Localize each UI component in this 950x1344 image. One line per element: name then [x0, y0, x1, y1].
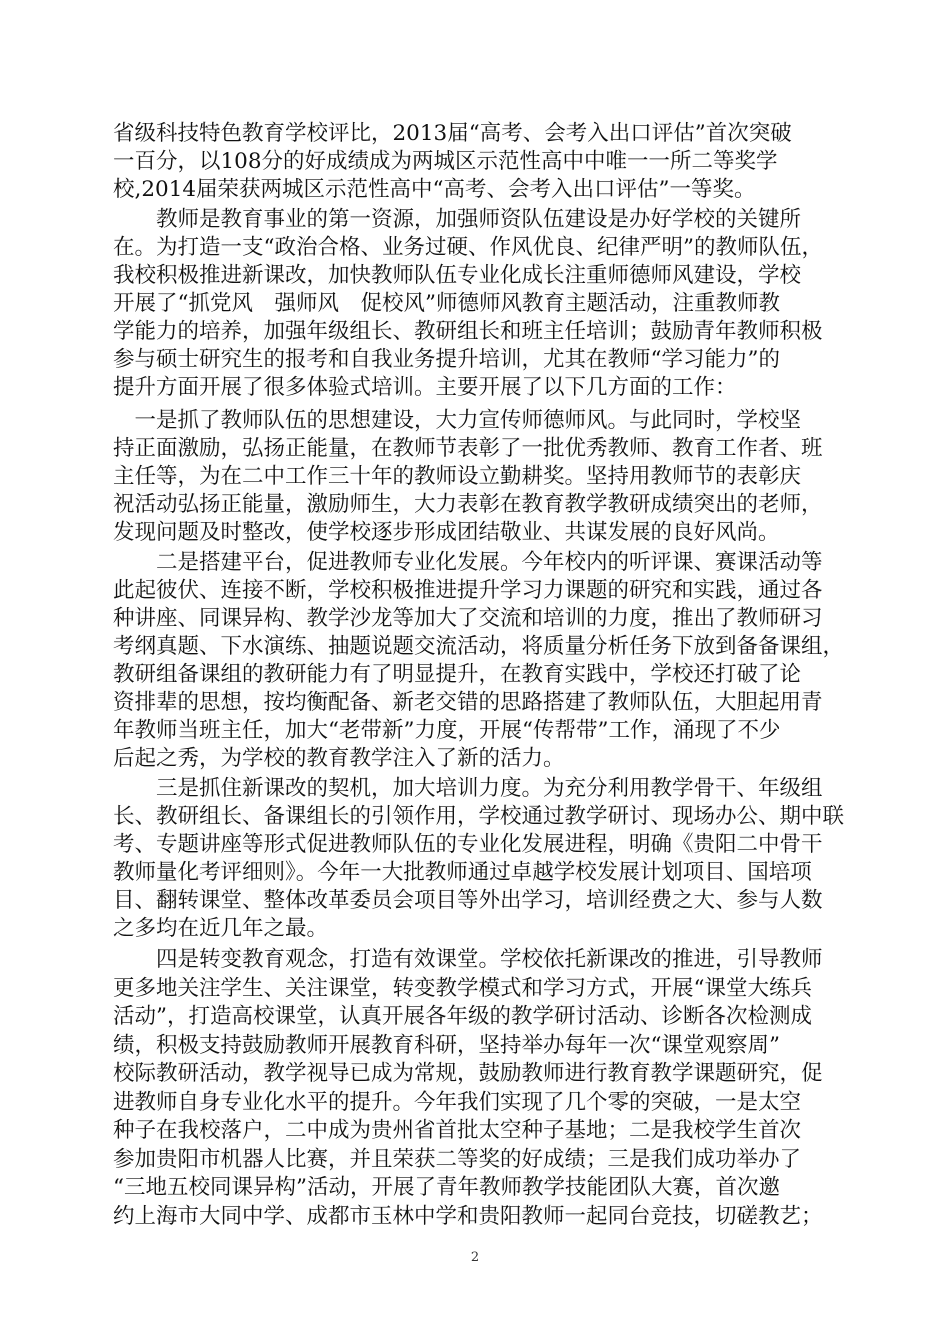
text-line: 活动”，打造高校课堂，认真开展各年级的教学研讨活动、诊断各次检测成 [113, 1004, 812, 1029]
text-line: 此起彼伏、连接不断，学校积极推进提升学习力课题的研究和实践，通过各 [113, 578, 823, 603]
text-line: 参与硕士研究生的报考和自我业务提升培训，尤其在教师“学习能力”的 [113, 347, 780, 372]
text-line: 发现问题及时整改，使学校逐步形成团结敬业、共谋发展的良好风尚。 [113, 520, 780, 545]
text-line: 学能力的培养，加强年级组长、教研组长和班主任培训；鼓励青年教师积极 [113, 319, 823, 344]
text-line: 年教师当班主任，加大“老带新”力度，开展“传帮带”工作，涌现了不少 [113, 718, 781, 743]
text-line: 考、专题讲座等形式促进教师队伍的专业化发展进程，明确《贵阳二中骨干 [113, 832, 823, 857]
text-line: 种子在我校落户，二中成为贵州省首批太空种子基地；二是我校学生首次 [113, 1118, 802, 1143]
text-line: 参加贵阳市机器人比赛，并且荣获二等奖的好成绩；三是我们成功举办了 [113, 1146, 802, 1172]
page-number: 2 [470, 1250, 480, 1265]
text-line: 校,2014届荣获两城区示范性高中“高考、会考入出口评估”一等奖。 [113, 177, 756, 202]
text-line: 进教师自身专业化水平的提升。今年我们实现了几个零的突破，一是太空 [113, 1089, 802, 1115]
text-line: 祝活动弘扬正能量，激励师生，大力表彰在教育教学教研成绩突出的老师， [113, 492, 823, 517]
text-line: 目、翻转课堂、整体改革委员会项目等外出学习，培训经费之大、参与人数 [113, 888, 823, 913]
text-line: 更多地关注学生、关注课堂，转变教学模式和学习方式，开展“课堂大练兵 [113, 975, 812, 1001]
text-line: 省级科技特色教育学校评比，2013届“高考、会考入出口评估”首次突破 [113, 121, 792, 146]
text-line: 教师是教育事业的第一资源，加强师资队伍建设是办好学校的关键所 [113, 207, 802, 232]
text-line: 长、教研组长、备课组长的引领作用，学校通过教学研讨、现场办公、期中联 [113, 804, 845, 829]
text-line: 资排辈的思想，按均衡配备、新老交错的思路搭建了教师队伍，大胆起用青 [113, 690, 823, 715]
text-line: 教研组备课组的教研能力有了明显提升，在教育实践中，学校还打破了论 [113, 662, 802, 687]
text-line: 考纲真题、下水演练、抽题说题交流活动，将质量分析任务下放到备备课组， [113, 634, 845, 659]
text-line: 种讲座、同课异构、教学沙龙等加大了交流和培训的力度，推出了教师研习 [113, 606, 823, 631]
text-line: “三地五校同课异构”活动，开展了青年教师教学技能团队大赛，首次邀 [113, 1175, 780, 1200]
text-line: 开展了“抓党风 强师风 促校风”师德师风教育主题活动，注重教师教 [113, 291, 780, 316]
text-line: 绩，积极支持鼓励教师开展教育科研，坚持举办每年一次“课堂观察周” [113, 1032, 780, 1058]
text-line: 四是转变教育观念，打造有效课堂。学校依托新课改的推进，引导教师 [113, 947, 823, 972]
text-line: 教师量化考评细则》。今年一大批教师通过卓越学校发展计划项目、国培项 [113, 860, 812, 885]
text-line: 我校积极推进新课改，加快教师队伍专业化成长注重师德师风建设，学校 [113, 263, 802, 288]
text-line: 在。为打造一支“政治合格、业务过硬、作风优良、纪律严明”的教师队伍， [113, 235, 823, 260]
text-line: 提升方面开展了很多体验式培训。主要开展了以下几方面的工作： [113, 375, 737, 400]
text-line: 后起之秀，为学校的教育教学注入了新的活力。 [113, 746, 565, 771]
text-line: 主任等，为在二中工作三十年的教师设立勤耕奖。坚持用教师节的表彰庆 [113, 464, 802, 489]
text-line: 校际教研活动，教学视导已成为常规，鼓励教师进行教育教学课题研究，促 [113, 1061, 823, 1086]
text-line: 一是抓了教师队伍的思想建设，大力宣传师德师风。与此同时，学校坚 [113, 408, 802, 433]
text-line: 持正面激励，弘扬正能量，在教师节表彰了一批优秀教师、教育工作者、班 [113, 436, 823, 461]
text-line: 一百分，以108分的好成绩成为两城区示范性高中中唯一一所二等奖学 [113, 149, 778, 174]
text-line: 之多均在近几年之最。 [113, 916, 329, 941]
text-line: 二是搭建平台，促进教师专业化发展。今年校内的听评课、赛课活动等 [113, 550, 823, 575]
text-line: 约上海市大同中学、成都市玉林中学和贵阳教师一起同台竞技，切磋教艺； [113, 1203, 823, 1229]
text-line: 三是抓住新课改的契机，加大培训力度。为充分利用教学骨干、年级组 [113, 776, 823, 801]
